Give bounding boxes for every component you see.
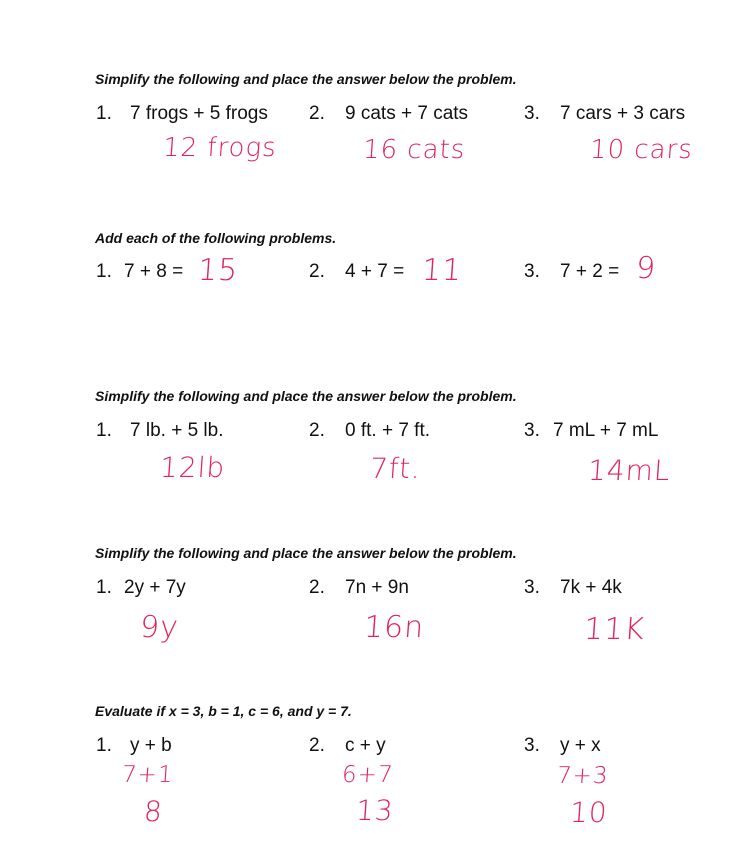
problem-expression: 7 + 8 =	[124, 261, 184, 282]
handwritten-work: 6+7	[341, 762, 395, 788]
handwritten-answer: 8	[142, 795, 164, 828]
section-2-problem-3	[524, 261, 619, 283]
handwritten-answer: 15	[196, 253, 240, 288]
problem-number: 1.	[96, 261, 112, 282]
problem-number: 2.	[309, 735, 325, 756]
handwritten-answer: 14mL	[586, 454, 672, 487]
handwritten-work: 7+1	[121, 762, 175, 788]
problem-number: 1.	[96, 735, 112, 756]
section-5-problem-1	[96, 735, 172, 757]
handwritten-answer: 12 frogs	[161, 133, 278, 163]
problem-expression: 7 frogs + 5 frogs	[130, 103, 268, 124]
section-3-problem-2	[309, 420, 430, 442]
handwritten-answer: 11	[420, 253, 464, 288]
problem-expression: 4 + 7 =	[345, 261, 405, 282]
handwritten-answer: 7ft.	[368, 452, 423, 485]
problem-expression: c + y	[345, 735, 386, 756]
problem-number: 1.	[96, 103, 112, 124]
section-4-instruction: Simplify the following and place the answer below the problem.	[95, 545, 517, 561]
section-2-problem-2	[309, 261, 404, 283]
section-1-problem-3	[524, 103, 685, 125]
problem-expression: 7n + 9n	[345, 577, 409, 598]
handwritten-answer: 10	[568, 796, 609, 829]
problem-number: 2.	[309, 577, 325, 598]
section-4-problem-3	[524, 577, 622, 599]
handwritten-answer: 10 cars	[588, 135, 694, 165]
problem-expression: 0 ft. + 7 ft.	[345, 420, 431, 441]
handwritten-answer: 16n	[362, 610, 426, 645]
problem-number: 3.	[524, 103, 540, 124]
problem-number: 2.	[309, 261, 325, 282]
problem-expression: 7 + 2 =	[560, 261, 620, 282]
section-4-problem-2	[309, 577, 409, 599]
section-5-problem-3	[524, 735, 601, 757]
problem-number: 1.	[96, 420, 112, 441]
problem-expression: y + x	[560, 735, 601, 756]
problem-number: 1.	[96, 577, 112, 598]
problem-number: 3.	[524, 261, 540, 282]
problem-number: 3.	[524, 735, 540, 756]
section-3-problem-1	[96, 420, 223, 442]
problem-number: 3.	[524, 420, 540, 441]
section-1-problem-2	[309, 103, 468, 125]
section-2-instruction: Add each of the following problems.	[95, 230, 337, 246]
section-3-problem-3	[524, 420, 658, 442]
handwritten-answer: 9	[634, 251, 658, 286]
section-5-problem-2	[309, 735, 386, 757]
handwritten-answer: 11K	[582, 612, 647, 647]
section-4-problem-1	[96, 577, 186, 599]
section-5-instruction: Evaluate if x = 3, b = 1, c = 6, and y = 7.	[95, 703, 352, 719]
problem-number: 3.	[524, 577, 540, 598]
section-3-instruction: Simplify the following and place the answer below the problem.	[95, 388, 517, 404]
problem-expression: 2y + 7y	[124, 577, 186, 598]
handwritten-answer: 12lb	[158, 451, 227, 484]
handwritten-answer: 9y	[138, 610, 181, 645]
handwritten-answer: 13	[354, 794, 395, 827]
problem-expression: y + b	[130, 735, 172, 756]
problem-expression: 7 cars + 3 cars	[560, 103, 686, 124]
problem-expression: 7k + 4k	[560, 577, 622, 598]
section-1-problem-1	[96, 103, 268, 125]
problem-expression: 7 lb. + 5 lb.	[130, 420, 224, 441]
problem-number: 2.	[309, 420, 325, 441]
problem-expression: 7 mL + 7 mL	[553, 420, 659, 441]
section-1-instruction: Simplify the following and place the answer below the problem.	[95, 71, 517, 87]
problem-expression: 9 cats + 7 cats	[345, 103, 469, 124]
handwritten-answer: 16 cats	[361, 135, 467, 165]
handwritten-work: 7+3	[556, 763, 610, 789]
section-2-problem-1	[96, 261, 183, 283]
problem-number: 2.	[309, 103, 325, 124]
